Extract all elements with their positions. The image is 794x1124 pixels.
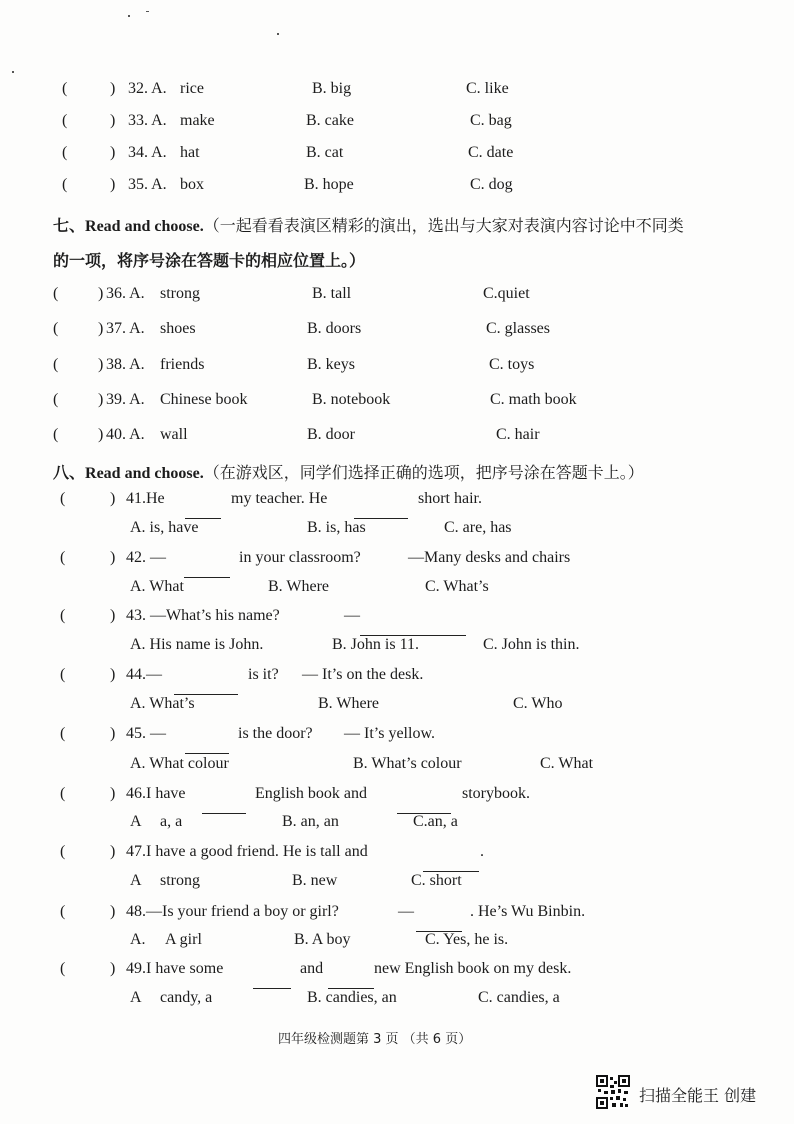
question-number: 32. A. <box>128 80 167 97</box>
option-b[interactable]: B. hope <box>304 176 354 193</box>
answer-paren-close: ) <box>110 490 116 507</box>
option-c[interactable]: C. date <box>468 144 514 161</box>
blank <box>397 799 451 814</box>
option-a[interactable]: a, a <box>160 813 183 830</box>
answer-paren-close: ) <box>98 426 104 443</box>
option-c[interactable]: C. dog <box>470 176 513 193</box>
option-c[interactable]: C.an, a <box>413 813 458 830</box>
watermark-text: 扫描全能王 创建 <box>639 1086 757 1105</box>
question-44: ( ) 44.— is it? — It’s on the desk. <box>0 666 794 690</box>
answer-paren-open: ( <box>53 320 59 337</box>
blank <box>185 504 221 519</box>
option-a[interactable]: strong <box>160 285 200 302</box>
question-44-options <box>0 695 794 719</box>
page-footer: 四年级检测题第 3 页 （共 6 页） <box>278 1032 472 1047</box>
scan-speck <box>12 71 14 73</box>
option-b[interactable]: B. tall <box>312 285 352 302</box>
answer-paren-close: ) <box>98 391 104 408</box>
option-a[interactable]: rice <box>180 80 204 97</box>
option-b[interactable]: B. cake <box>306 112 354 129</box>
option-c[interactable]: C. What <box>540 755 594 772</box>
question-number: 40. A. <box>106 426 145 443</box>
question-46-options: A a, a B. an, an C.an, a <box>130 813 458 830</box>
option-a[interactable]: hat <box>180 144 200 161</box>
question-number: 38. A. <box>106 356 145 373</box>
scan-speck <box>128 15 130 17</box>
question-row <box>0 80 794 104</box>
option-c[interactable]: C. What’s <box>425 578 489 595</box>
option-b[interactable]: B. cat <box>306 144 344 161</box>
question-43-options <box>0 636 794 660</box>
blank <box>423 857 479 872</box>
option-b[interactable]: B. an, an <box>282 813 339 830</box>
option-a[interactable]: A. What <box>130 578 184 595</box>
option-a[interactable]: Chinese book <box>160 391 248 408</box>
answer-paren-open: ( <box>60 490 66 507</box>
question-number: 33. A. <box>128 112 167 129</box>
option-c[interactable]: C. Yes, he is. <box>425 931 509 948</box>
answer-paren-close: ) <box>98 320 104 337</box>
option-c[interactable]: C. Who <box>513 695 563 712</box>
answer-paren-open: ( <box>62 112 68 129</box>
answer-paren-open: ( <box>53 426 59 443</box>
option-a[interactable]: A. is, have <box>130 519 199 536</box>
question-row <box>0 285 794 309</box>
question-43: ( ) 43. —What’s his name? — <box>0 607 794 631</box>
section7-title: Read and choose. <box>85 218 204 235</box>
answer-paren-open: ( <box>62 176 68 193</box>
qr-code-icon <box>596 1075 630 1109</box>
option-b[interactable]: B. big <box>312 80 352 97</box>
option-c[interactable]: C. bag <box>470 112 512 129</box>
question-number: 37. A. <box>106 320 145 337</box>
option-a[interactable]: friends <box>160 356 205 373</box>
option-c[interactable]: C. short <box>411 872 462 889</box>
section8-instruction: （在游戏区，同学们选择正确的选项，把序号涂在答题卡上。） <box>203 465 644 482</box>
question-47-options: A strong B. new C. short <box>130 872 462 889</box>
option-a[interactable]: A. His name is John. <box>130 636 264 653</box>
option-c[interactable]: C. are, has <box>444 519 512 536</box>
question-47: ( ) 47.I have a good friend. He is tall and . <box>0 843 794 867</box>
option-c[interactable]: C.quiet <box>483 285 530 302</box>
option-b[interactable]: B. John is 11. <box>332 636 419 653</box>
option-b[interactable]: B. is, has <box>307 519 366 536</box>
option-a[interactable]: strong <box>160 872 200 889</box>
scan-speck <box>277 33 279 35</box>
option-b[interactable]: B. Where <box>268 578 330 595</box>
option-b[interactable]: B. new <box>292 872 338 889</box>
question-49: ( ) 49.I have some and new English book on my desk. <box>0 960 794 984</box>
option-b[interactable]: B. What’s colour <box>353 755 462 772</box>
option-a[interactable]: candy, a <box>160 989 213 1006</box>
question-number: 39. A. <box>106 391 145 408</box>
question-row <box>0 144 794 168</box>
blank <box>328 974 374 989</box>
answer-paren-close: ) <box>110 144 116 161</box>
option-a[interactable]: A girl <box>165 931 202 948</box>
answer-paren-close: ) <box>110 176 116 193</box>
answer-paren-close: ) <box>110 112 116 129</box>
answer-paren-open: ( <box>62 144 68 161</box>
option-c[interactable]: C. candies, a <box>478 989 560 1006</box>
question-row <box>0 391 794 415</box>
blank <box>185 739 229 754</box>
answer-paren-open: ( <box>62 80 68 97</box>
blank <box>202 799 246 814</box>
blank <box>184 563 230 578</box>
option-a[interactable]: wall <box>160 426 188 443</box>
section7-instruction-1: （一起看看表演区精彩的演出，选出与大家对表演内容讨论中不同类 <box>203 218 684 235</box>
answer-paren-open: ( <box>53 391 59 408</box>
option-a[interactable]: A. What colour <box>130 755 229 772</box>
question-46: ( ) 46.I have English book and storybook. <box>0 785 794 809</box>
option-b[interactable]: B. A boy <box>294 931 351 948</box>
section7-prefix: 七、 <box>53 218 86 235</box>
question-48: ( ) 48.—Is your friend a boy or girl? — . He’s Wu Binbin. <box>0 903 794 927</box>
option-b[interactable]: B. candies, an <box>307 989 397 1006</box>
option-b[interactable]: B. doors <box>307 320 362 337</box>
scan-speck <box>146 11 149 12</box>
question-number: 36. A. <box>106 285 145 302</box>
section7-heading <box>53 213 684 236</box>
option-c[interactable]: C. John is thin. <box>483 636 580 653</box>
answer-paren-open: ( <box>53 285 59 302</box>
blank <box>253 974 291 989</box>
answer-paren-open: ( <box>53 356 59 373</box>
option-c[interactable]: C. hair <box>496 426 540 443</box>
question-42-options <box>0 578 794 602</box>
section8-title: Read and choose. <box>85 465 204 482</box>
option-c[interactable]: C. toys <box>489 356 535 373</box>
question-row <box>0 356 794 380</box>
blank <box>174 680 238 695</box>
question-49-options: A candy, a B. candies, an C. candies, a <box>130 989 560 1006</box>
question-number: 35. A. <box>128 176 167 193</box>
answer-paren-close: ) <box>110 80 116 97</box>
blank <box>360 621 466 636</box>
question-row <box>0 320 794 344</box>
question-number: 34. A. <box>128 144 167 161</box>
option-c[interactable]: C. math book <box>490 391 577 408</box>
question-45: ( ) 45. — is the door? — It’s yellow. <box>0 725 794 749</box>
question-42: ( ) 42. — in your classroom? —Many desks and chairs <box>0 549 794 573</box>
option-b[interactable]: B. Where <box>318 695 380 712</box>
option-a[interactable]: shoes <box>160 320 196 337</box>
blank <box>354 504 408 519</box>
option-b[interactable]: B. door <box>307 426 355 443</box>
option-a[interactable]: box <box>180 176 204 193</box>
question-48-options: A. A girl B. A boy C. Yes, he is. <box>130 931 509 948</box>
section8-prefix: 八、 <box>53 465 86 482</box>
question-41: ( ) 41.He my teacher. He short hair. <box>0 490 794 514</box>
option-c[interactable]: C. glasses <box>486 320 550 337</box>
option-b[interactable]: B. keys <box>307 356 355 373</box>
answer-paren-close: ) <box>98 356 104 373</box>
option-a[interactable]: make <box>180 112 215 129</box>
question-row <box>0 112 794 136</box>
section8-heading <box>53 460 644 483</box>
question-row <box>0 426 794 450</box>
option-c[interactable]: C. like <box>466 80 509 97</box>
blank <box>416 917 462 932</box>
question-45-options <box>0 755 794 779</box>
question-row <box>0 176 794 200</box>
option-b[interactable]: B. notebook <box>312 391 391 408</box>
option-a[interactable]: A. What’s <box>130 695 195 712</box>
answer-paren-close: ) <box>98 285 104 302</box>
question-41-options <box>0 519 794 543</box>
section7-instruction-2: 的一项，将序号涂在答题卡的相应位置上。） <box>53 253 366 270</box>
